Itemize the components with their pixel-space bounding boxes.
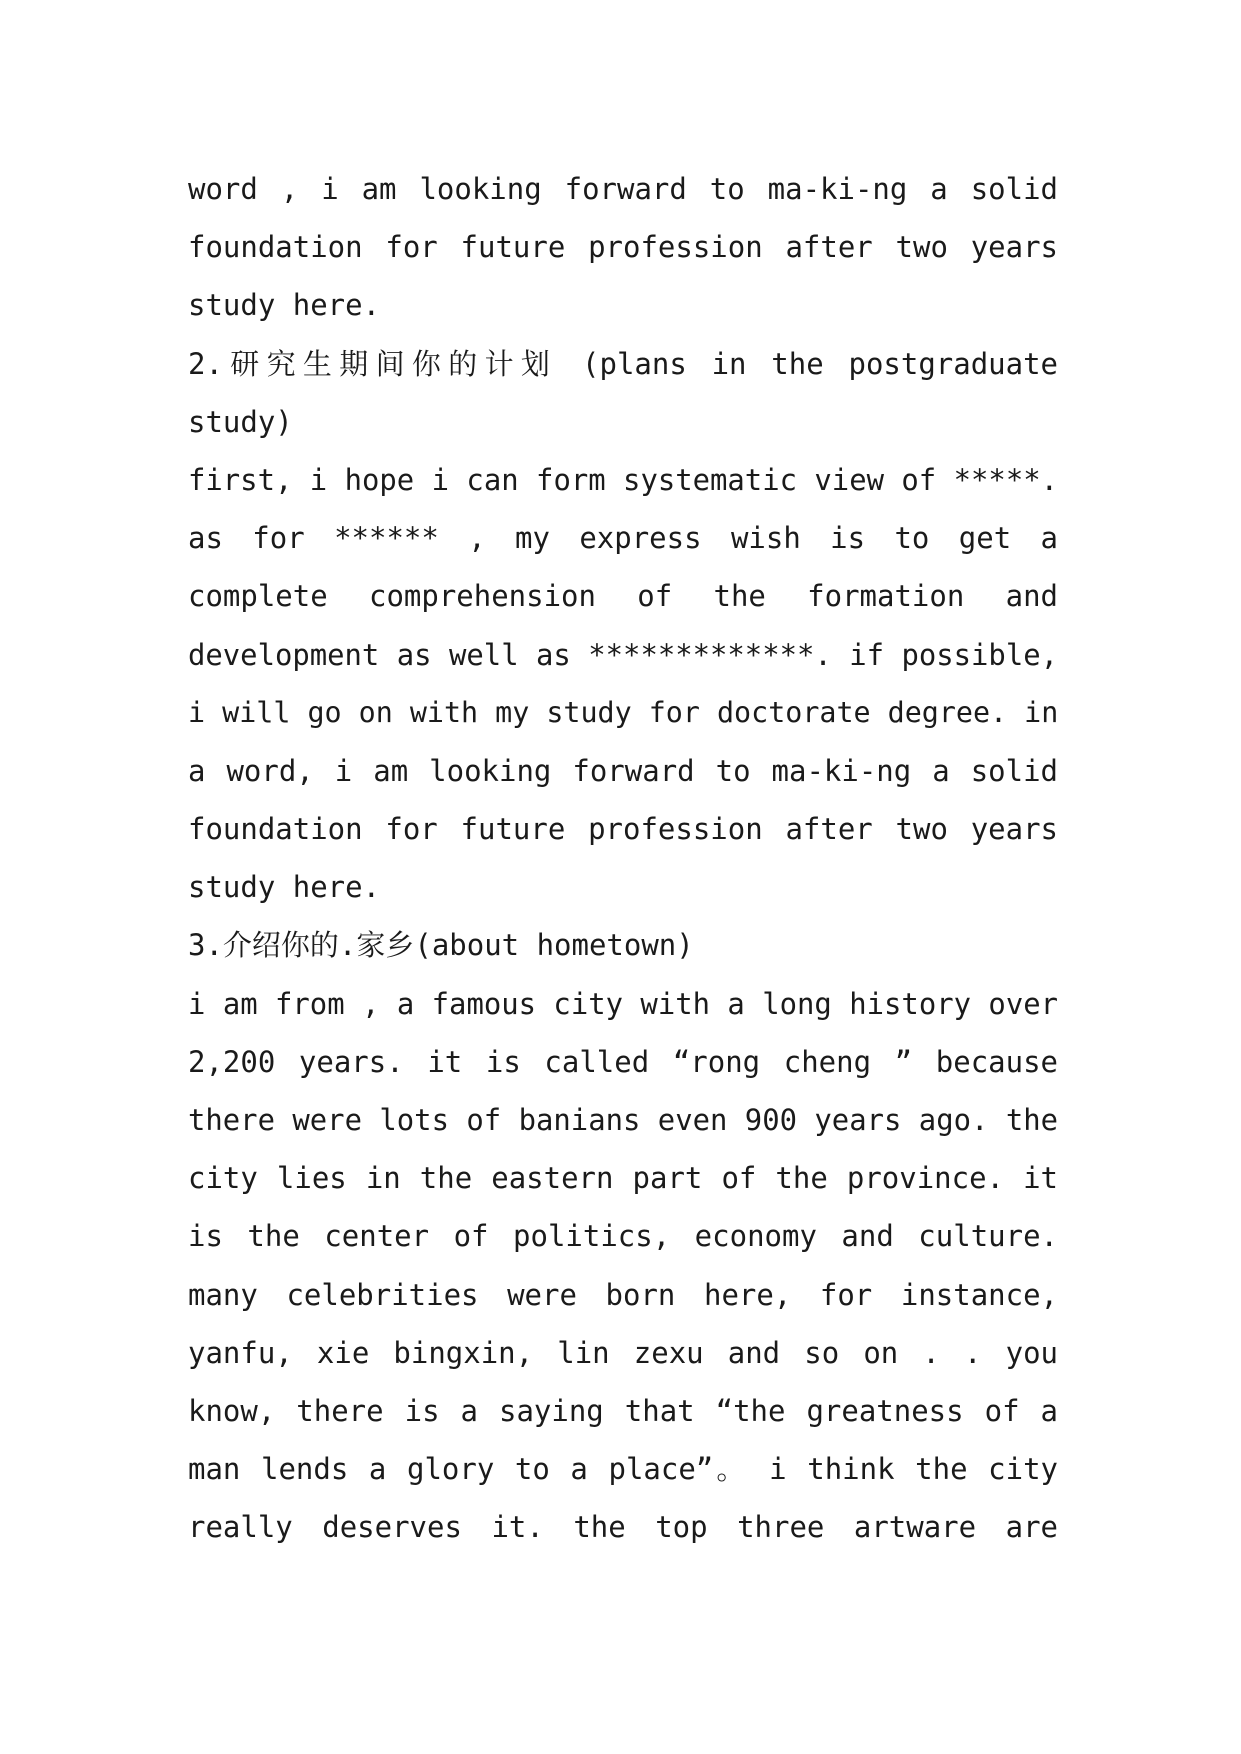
text-line: first, i hope i can form systematic view of *****. <box>188 462 1058 497</box>
text-line: foundation for future profession after two years <box>188 812 1058 847</box>
text-line: complete comprehension of the formation and <box>188 579 1058 614</box>
text-line: yanfu, xie bingxin, lin zexu and so on . . you <box>188 1335 1058 1370</box>
text-line: know, there is a saying that “the greatness of a <box>188 1393 1058 1428</box>
text-line: i will go on with my study for doctorate degree. in <box>188 695 1059 729</box>
text-line: a word, i am looking forward to ma-ki-ng a solid <box>188 753 1058 788</box>
text-line: as for ****** , my express wish is to get a <box>188 521 1058 556</box>
text-line: word , i am looking forward to ma-ki-ng a solid <box>188 172 1058 206</box>
text-line: there were lots of banians even 900 years ago. the <box>188 1103 1058 1137</box>
text-line: city lies in the eastern part of the province. it <box>188 1161 1058 1196</box>
text-line: really deserves it. the top three artware are <box>188 1510 1058 1545</box>
text-line: is the center of politics, economy and culture. <box>188 1219 1058 1254</box>
text-line: development as well as *************. if possible, <box>188 637 1058 672</box>
text-line: i am from , a famous city with a long history over <box>188 986 1058 1021</box>
text-line: study here. <box>188 870 381 905</box>
text-line: many celebrities were born here, for instance, <box>188 1277 1058 1312</box>
text-line: man lends a glory to a place”。 i think the city <box>188 1452 1058 1487</box>
section-heading-plans: 2.研究生期间你的计划 (plans in the postgraduate <box>188 346 1058 381</box>
text-line: foundation for future profession after two years <box>188 230 1058 265</box>
body-text <box>188 160 1058 1557</box>
text-line: study here. <box>188 288 381 323</box>
section-heading-hometown: 3.介绍你的.家乡(about hometown) <box>188 928 694 963</box>
text-line: 2,200 years. it is called “rong cheng ” because <box>188 1044 1058 1079</box>
text-line: study) <box>188 404 293 439</box>
